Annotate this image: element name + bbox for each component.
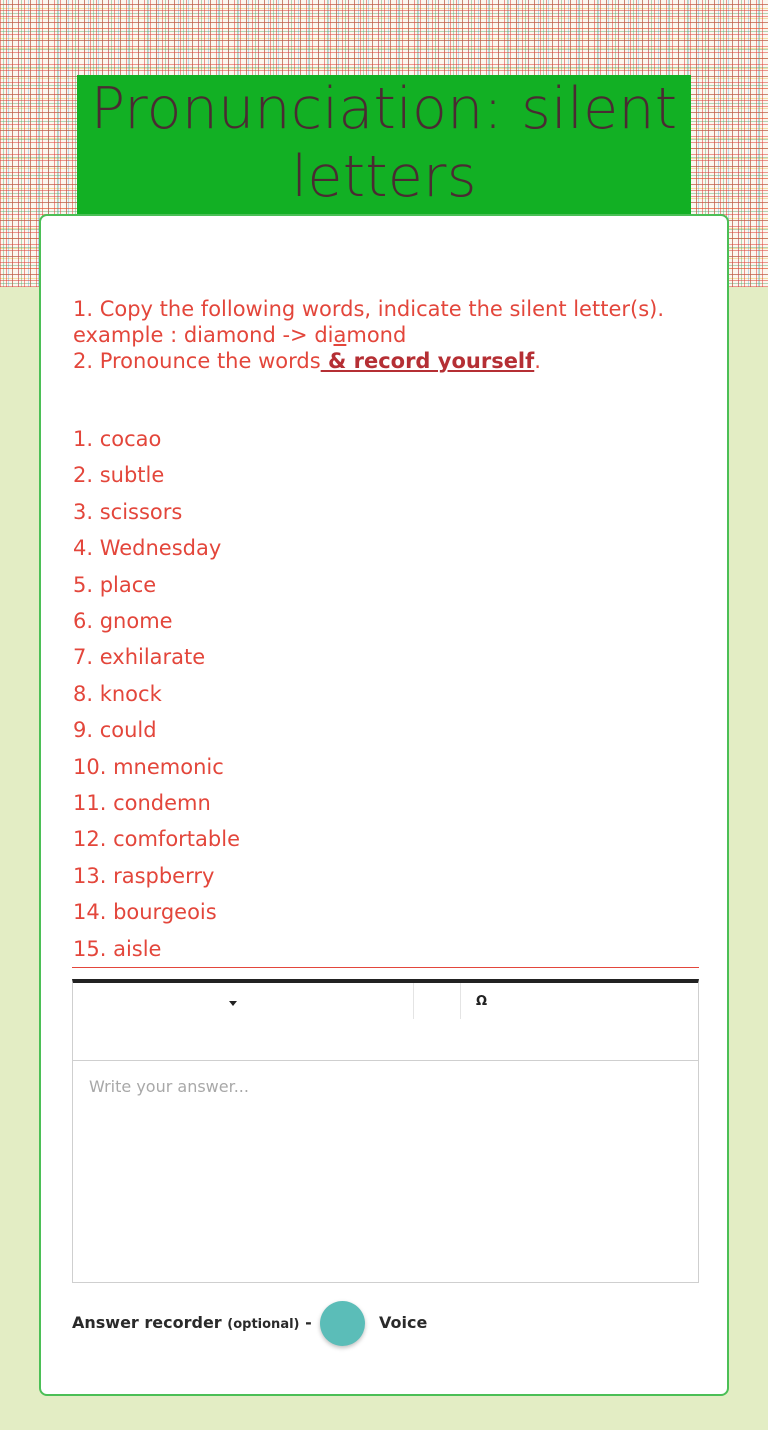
recorder-label-text: Answer recorder (72, 1313, 222, 1332)
example-suffix: mond (346, 323, 407, 347)
list-item: 12. comfortable (73, 827, 240, 852)
instruction-line-2-prefix: 2. Pronounce the words (73, 349, 321, 373)
example-silent-letter: a (333, 323, 347, 347)
answer-recorder (72, 1299, 572, 1349)
record-yourself-link[interactable]: & record yourself (320, 349, 535, 373)
instruction-line-2 (73, 348, 713, 374)
word-list (73, 421, 240, 967)
instruction-line-1: 1. Copy the following words, indicate the silent letter(s). (73, 297, 665, 321)
recorder-optional: (optional) (227, 1317, 300, 1332)
list-item: 9. could (73, 718, 157, 743)
title-line-1: Pronunciation: silent (90, 76, 678, 142)
instruction-example (73, 322, 713, 348)
list-item: 3. scissors (73, 499, 183, 524)
list-item: 1. cocao (73, 427, 162, 451)
chevron-down-icon[interactable] (229, 1001, 237, 1006)
special-character-icon[interactable]: Ω (476, 994, 488, 1009)
answer-input[interactable] (73, 1061, 698, 1278)
page-title (77, 75, 691, 215)
recorder-dash: - (299, 1313, 312, 1332)
instruction-line-2-suffix: . (534, 349, 541, 373)
divider (72, 967, 699, 968)
list-item: 15. aisle (73, 936, 162, 961)
list-item: 10. mnemonic (73, 754, 224, 779)
toolbar-separator (460, 983, 461, 1019)
list-item: 6. gnome (73, 609, 173, 634)
editor-toolbar (73, 983, 698, 1061)
list-item: 7. exhilarate (73, 645, 206, 670)
list-item: 8. knock (73, 681, 162, 706)
list-item: 5. place (73, 572, 157, 597)
worksheet-card (39, 214, 729, 1396)
list-item: 11. condemn (73, 791, 211, 816)
toolbar-separator (413, 983, 414, 1019)
instructions (73, 296, 713, 374)
answer-editor (72, 979, 699, 1283)
voice-label: Voice (379, 1313, 428, 1332)
example-prefix: example : diamond -> di (73, 323, 334, 347)
record-button[interactable] (320, 1301, 365, 1346)
list-item: 2. subtle (73, 463, 165, 488)
list-item: 13. raspberry (73, 863, 215, 888)
recorder-label (72, 1313, 312, 1332)
list-item: 14. bourgeois (73, 900, 217, 925)
title-line-2: letters (291, 144, 477, 210)
list-item: 4. Wednesday (73, 536, 222, 561)
